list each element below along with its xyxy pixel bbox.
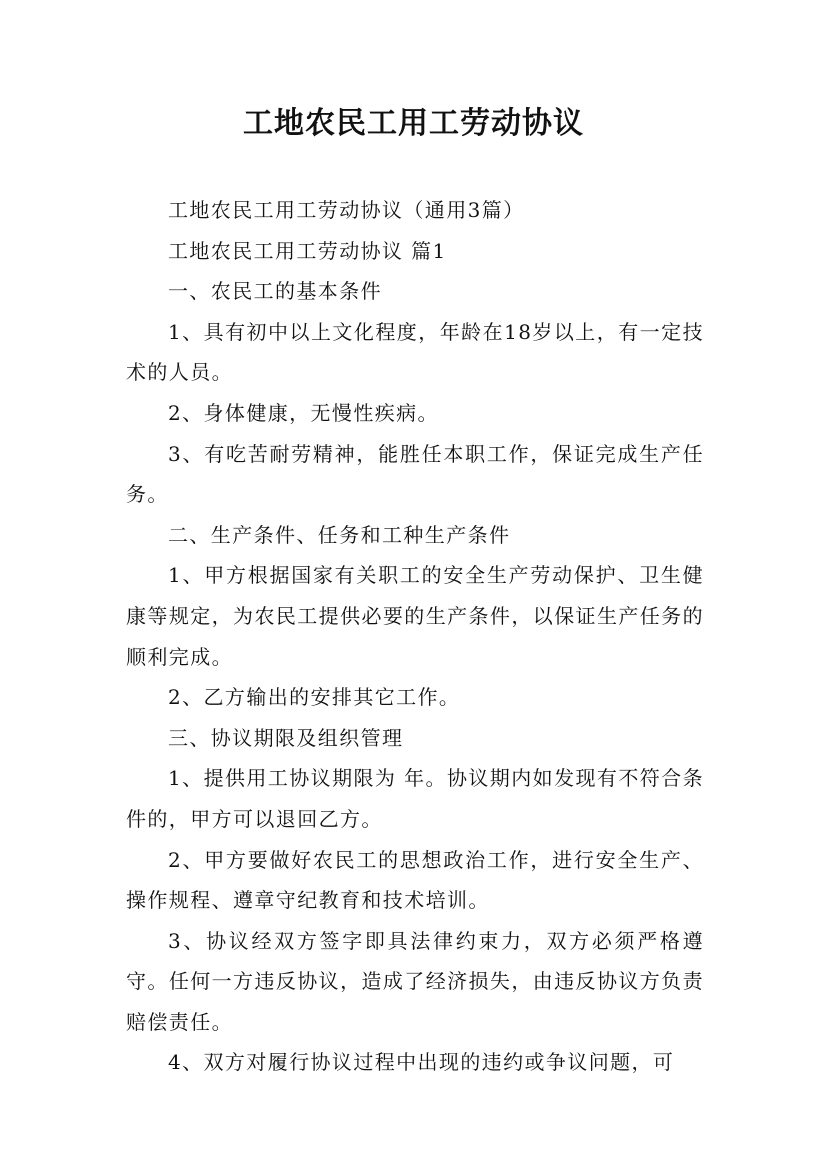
paragraph: 2、身体健康，无慢性疾病。 <box>168 400 439 425</box>
paragraph-heading-3: 三、协议期限及组织管理 <box>168 725 404 750</box>
paragraph: 3、协议经双方签字即具法律约束力，双方必须严格遵守。任何一方违反协议，造成了经济损失，由违反协议方负责赔偿责任。 <box>126 928 704 1034</box>
document-body <box>126 190 704 1083</box>
paragraph: 1、甲方根据国家有关职工的安全生产劳动保护、卫生健康等规定，为农民工提供必要的生产条件，以保证生产任务的顺利完成。 <box>126 563 704 669</box>
document-title: 工地农民工用工劳动协议 <box>243 106 584 141</box>
paragraph-subtitle: 工地农民工用工劳动协议（通用3篇） <box>168 198 525 222</box>
paragraph: 3、有吃苦耐劳精神，能胜任本职工作，保证完成生产任务。 <box>126 441 704 507</box>
paragraph-section-heading: 工地农民工用工劳动协议 篇1 <box>168 238 447 263</box>
paragraph-heading-1: 一、农民工的基本条件 <box>168 279 382 304</box>
paragraph: 4、双方对履行协议过程中出现的违约或争议问题，可 <box>168 1050 675 1075</box>
paragraph: 1、提供用工协议期限为 年。协议期内如发现有不符合条件的，甲方可以退回乙方。 <box>126 766 704 831</box>
paragraph-heading-2: 二、生产条件、任务和工种生产条件 <box>168 522 511 547</box>
paragraph: 1、具有初中以上文化程度，年龄在18岁以上，有一定技术的人员。 <box>126 319 704 385</box>
paragraph: 2、甲方要做好农民工的思想政治工作，进行安全生产、操作规程、遵章守纪教育和技术培训。 <box>126 847 704 913</box>
paragraph: 2、乙方输出的安排其它工作。 <box>168 685 461 710</box>
